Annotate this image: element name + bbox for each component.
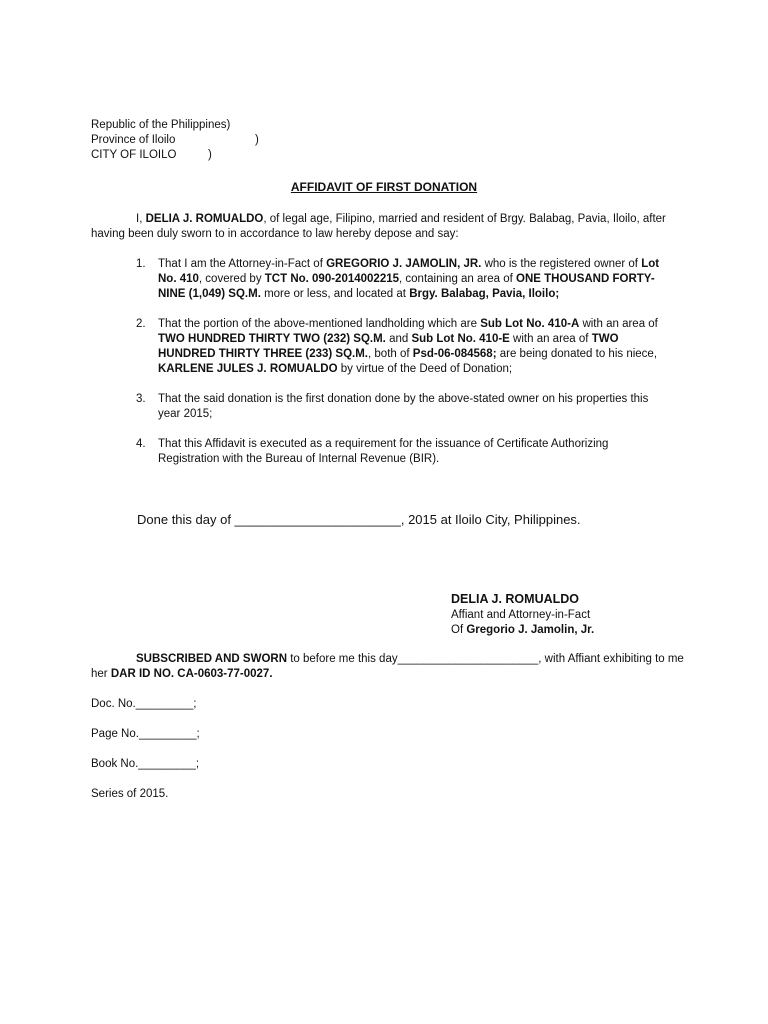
caption-province: Province of Iloilo — [91, 134, 176, 146]
list-item — [136, 392, 671, 422]
caption-republic: Republic of the Philippines) — [91, 119, 231, 131]
affiant-name: DELIA J. ROMUALDO — [145, 213, 264, 225]
item-number: 2. — [136, 318, 146, 330]
caption-paren-city: ) — [208, 149, 212, 161]
item-text: That I am the Attorney-in-Fact of GREGORIO J. JAMOLIN, JR. who is the registered owner of Lot No. 410, covered by TCT No. 090-2014002215, containing an area of ONE THOUSAND FORTY-NINE (1,049) SQ.M. more or less, and located at Brgy. Balabag, Pavia, Iloilo; — [158, 258, 660, 300]
signatory-role: Affiant and Attorney-in-Fact — [451, 609, 591, 621]
statement-list — [136, 257, 671, 482]
caption-paren-province: ) — [255, 134, 259, 146]
item-number: 3. — [136, 393, 146, 405]
list-item — [136, 437, 671, 467]
jurat-paragraph — [91, 652, 691, 682]
intro-paragraph — [91, 212, 671, 242]
intro-text: , of legal age, Filipino, married and resident of Brgy. Balabag, Pavia, Iloilo, after having been duly sworn to in accordance to law hereby depose and say: — [91, 213, 666, 240]
signature-block — [451, 591, 594, 638]
signatory-principal: Of Gregorio J. Jamolin, Jr. — [451, 624, 595, 636]
page-no-field: Page No._________; — [91, 728, 200, 740]
item-number: 1. — [136, 258, 146, 270]
item-number: 4. — [136, 438, 146, 450]
jurat-text: to before me this day______________________, with Affiant exhibiting to me her — [91, 653, 684, 680]
item-text: That this Affidavit is executed as a requirement for the issuance of Certificate Authorizing Registration with the Bureau of Internal Revenue (BIR). — [158, 438, 609, 465]
book-no-field: Book No._________; — [91, 758, 200, 770]
series-field: Series of 2015. — [91, 788, 169, 800]
dar-id: DAR ID NO. CA-0603-77-0027. — [110, 668, 273, 680]
list-item — [136, 317, 671, 377]
done-this-day-line: Done this day of _______________________, 2015 at Iloilo City, Philippines. — [137, 512, 581, 527]
caption-city: CITY OF ILOILO — [91, 149, 177, 161]
jurat-heading: SUBSCRIBED AND SWORN — [136, 653, 287, 665]
item-text: That the said donation is the first donation done by the above-stated owner on his properties this year 2015; — [158, 393, 649, 420]
item-text: That the portion of the above-mentioned landholding which are Sub Lot No. 410-A with an area of TWO HUNDRED THIRTY TWO (232) SQ.M. and Sub Lot No. 410-E with an area of TWO HUNDRED THIRTY THREE (233) SQ.M., both of Psd-06-084568; are being donated to his niece, KARLENE JULES J. ROMUALDO by virtue of the Deed of Donation; — [158, 318, 658, 375]
doc-no-field: Doc. No._________; — [91, 698, 197, 710]
list-item — [136, 257, 671, 302]
intro-prefix: I, — [136, 213, 146, 225]
signatory-name: DELIA J. ROMUALDO — [451, 592, 580, 606]
document-title: AFFIDAVIT OF FIRST DONATION — [290, 180, 478, 194]
